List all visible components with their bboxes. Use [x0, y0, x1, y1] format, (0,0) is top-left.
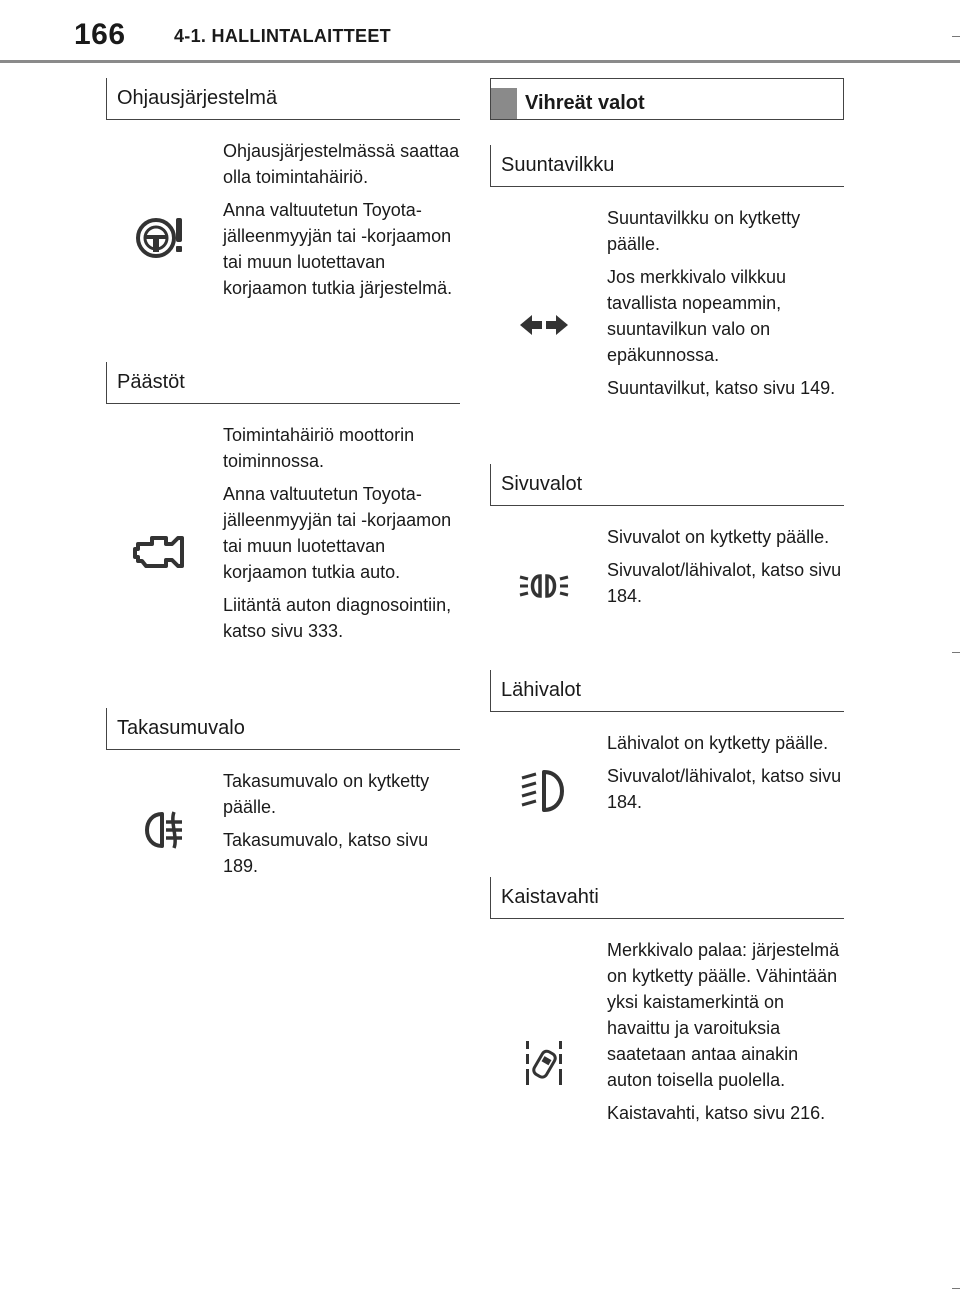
lane-assist-heading: Kaistavahti — [490, 877, 844, 919]
turn-signal-icon — [516, 297, 572, 353]
paragraph: Toimintahäiriö moottorin toiminnossa. — [223, 425, 415, 471]
low-beam-icon — [516, 764, 572, 820]
heading-bar — [491, 88, 517, 119]
paragraph: Sivuvalot/lähivalot, katso sivu 184. — [607, 766, 842, 812]
side-lights-heading: Sivuvalot — [490, 464, 844, 506]
lane-assist-description — [607, 937, 844, 1133]
side-lights-description — [607, 524, 844, 616]
steering-description — [223, 138, 460, 308]
turn-signal-description — [607, 205, 844, 408]
paragraph: Suuntavilkut, katso sivu 149. — [607, 378, 836, 398]
green-lights-heading — [490, 78, 844, 120]
paragraph: Merkkivalo palaa: järjestelmä on kytketty päälle. Vähintään yksi kaistamerkintä on havaittu ja varoituksia saatetaan antaa ainakin auton toisella puolella. — [607, 940, 840, 1090]
paragraph: Sivuvalot on kytketty päälle. — [607, 527, 830, 547]
green-lights-label: Vihreät valot — [525, 92, 645, 114]
paragraph: Anna valtuutetun Toyota-jälleenmyyjän tai -korjaamon tai muun luotettavan korjaamon tutkia järjestelmä. — [223, 200, 453, 298]
header-rule — [0, 60, 960, 63]
side-lights-icon — [516, 558, 572, 614]
check-engine-icon — [132, 524, 188, 580]
paragraph: Jos merkkivalo vilkkuu tavallista nopeammin, suuntavilkun valo on epäkunnossa. — [607, 267, 787, 365]
page-number: 166 — [74, 18, 126, 51]
turn-signal-heading: Suuntavilkku — [490, 145, 844, 187]
edge-mark — [952, 652, 960, 653]
paragraph: Takasumuvalo on kytketty päälle. — [223, 771, 430, 817]
rear-fog-light-icon — [132, 802, 188, 858]
paragraph: Kaistavahti, katso sivu 216. — [607, 1103, 826, 1123]
edge-mark — [952, 1288, 960, 1289]
low-beam-description — [607, 730, 844, 822]
paragraph: Ohjausjärjestelmässä saattaa olla toimintahäiriö. — [223, 141, 460, 187]
paragraph: Liitäntä auton diagnosointiin, katso sivu 333. — [223, 595, 452, 641]
edge-mark — [952, 36, 960, 37]
emissions-description — [223, 422, 460, 651]
steering-warning-icon — [132, 210, 188, 266]
paragraph: Lähivalot on kytketty päälle. — [607, 733, 829, 753]
lane-assist-icon — [516, 1035, 572, 1091]
rear-fog-description — [223, 768, 460, 886]
paragraph: Sivuvalot/lähivalot, katso sivu 184. — [607, 560, 842, 606]
emissions-heading: Päästöt — [106, 362, 460, 404]
paragraph: Suuntavilkku on kytketty päälle. — [607, 208, 801, 254]
paragraph: Anna valtuutetun Toyota-jälleenmyyjän tai -korjaamon tai muun luotettavan korjaamon tutkia auto. — [223, 484, 452, 582]
low-beam-heading: Lähivalot — [490, 670, 844, 712]
section-title: 4-1. HALLINTALAITTEET — [174, 26, 391, 46]
steering-heading: Ohjausjärjestelmä — [106, 78, 460, 120]
paragraph: Takasumuvalo, katso sivu 189. — [223, 830, 429, 876]
rear-fog-heading: Takasumuvalo — [106, 708, 460, 750]
